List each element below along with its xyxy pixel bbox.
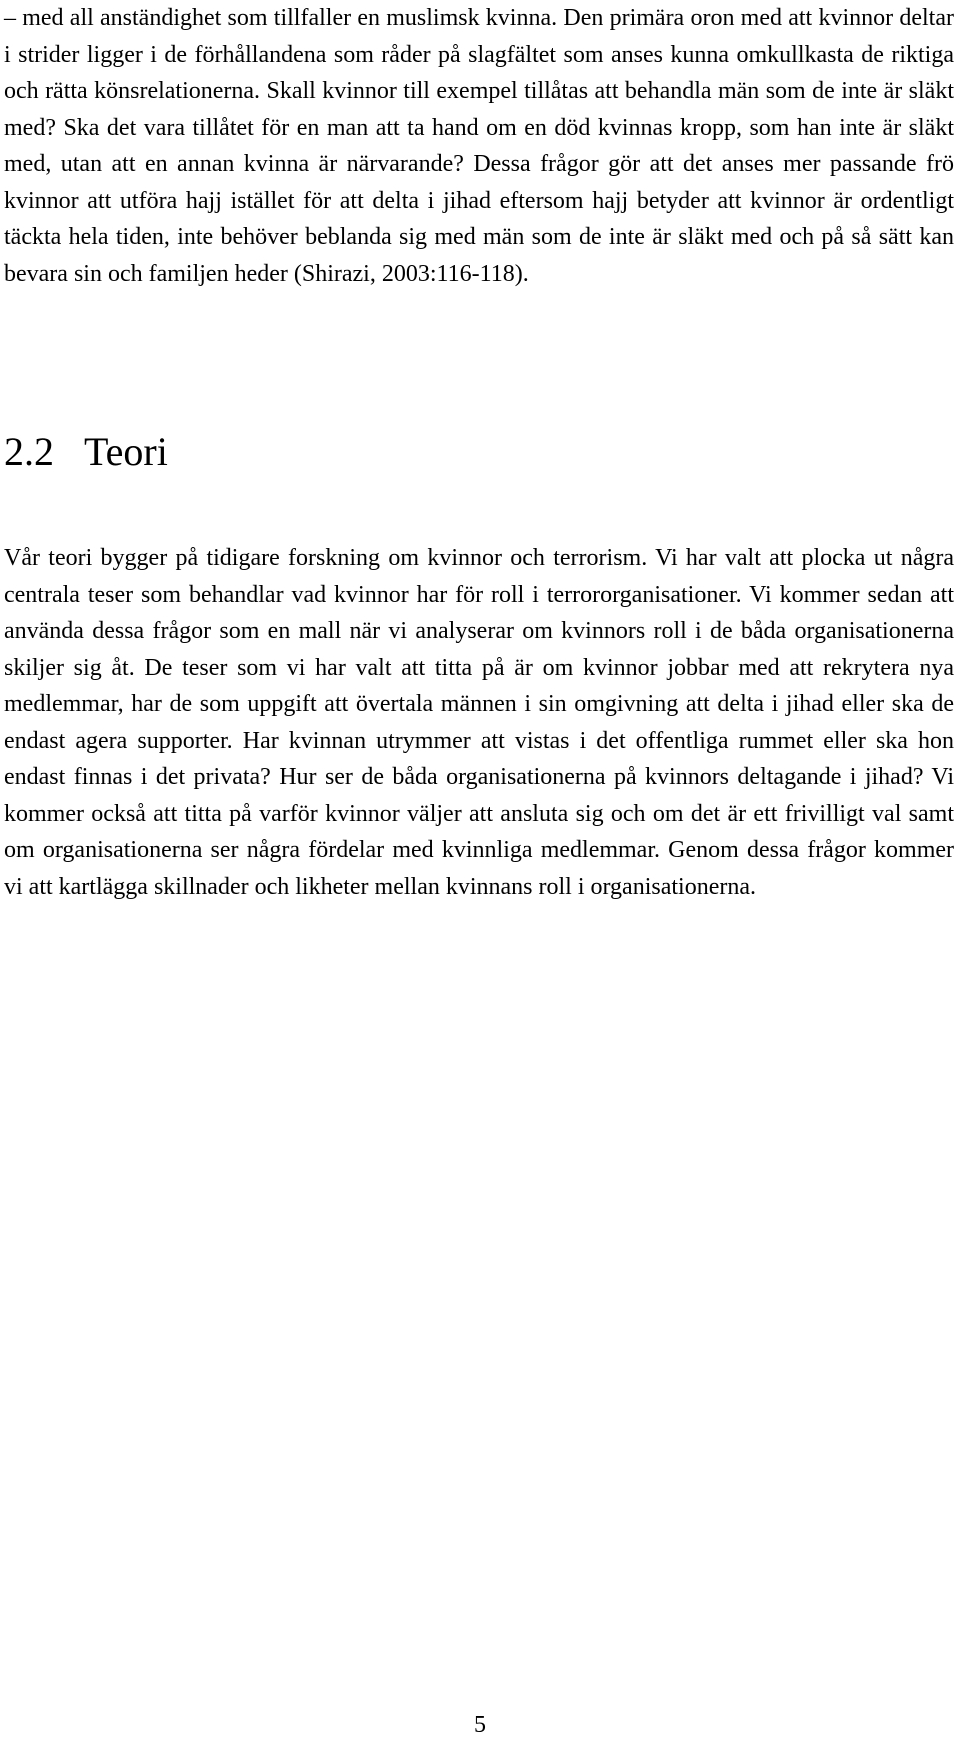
body-paragraph-theory: Vår teori bygger på tidigare forskning om kvinnor och terrorism. Vi har valt att plocka ut några centrala teser som behandlar vad kvinnor har för roll i terrororganisationer. Vi kommer sedan att använda dessa frågor som en mall när vi analyserar om kvinnors roll i de båda organisationerna skiljer sig åt. De teser som vi har valt att titta på är om kvinnor jobbar med att rekrytera nya medlemmar, har de som uppgift att övertala männen i sin omgivning att delta i jihad eller ska de endast agera supporter. Har kvinnan utrymmer att vistas i det offentliga rummet eller ska hon endast finnas i det privata? Hur ser de båda organisationerna på kvinnors deltagande i jihad? Vi kommer också att titta på varför kvinnor väljer att ansluta sig och om det är ett frivilligt val samt om organisationerna ser några fördelar med kvinnliga medlemmar. Genom dessa frågor kommer vi att kartlägga skillnader och likheter mellan kvinnans roll i organisationerna. [4, 545, 954, 900]
section-number: 2.2 [4, 429, 54, 474]
body-paragraph-continued: – med all anständighet som tillfaller en muslimsk kvinna. Den primära oron med att kvinnor deltar i strider ligger i de förhållandena som råder på slagfältet som anses kunna omkullkasta de riktiga och rätta könsrelationerna. Skall kvinnor till exempel tillåtas att behandla män som de inte är släkt med? Ska det vara tillåtet för en man att ta hand om en död kvinnas kropp, som han inte är släkt med, utan att en annan kvinna är närvarande? Dessa frågor gör att det anses mer passande frö kvinnor att utföra hajj istället för att delta i jihad eftersom hajj betyder att kvinnor är ordentligt täckta hela tiden, inte behöver beblanda sig med män som de inte är släkt med och på så sätt kan bevara sin och familjen heder (Shirazi, 2003:116-118). [4, 5, 954, 287]
section-heading [4, 426, 168, 478]
page-number: 5 [474, 1712, 486, 1738]
section-title: Teori [84, 429, 168, 474]
